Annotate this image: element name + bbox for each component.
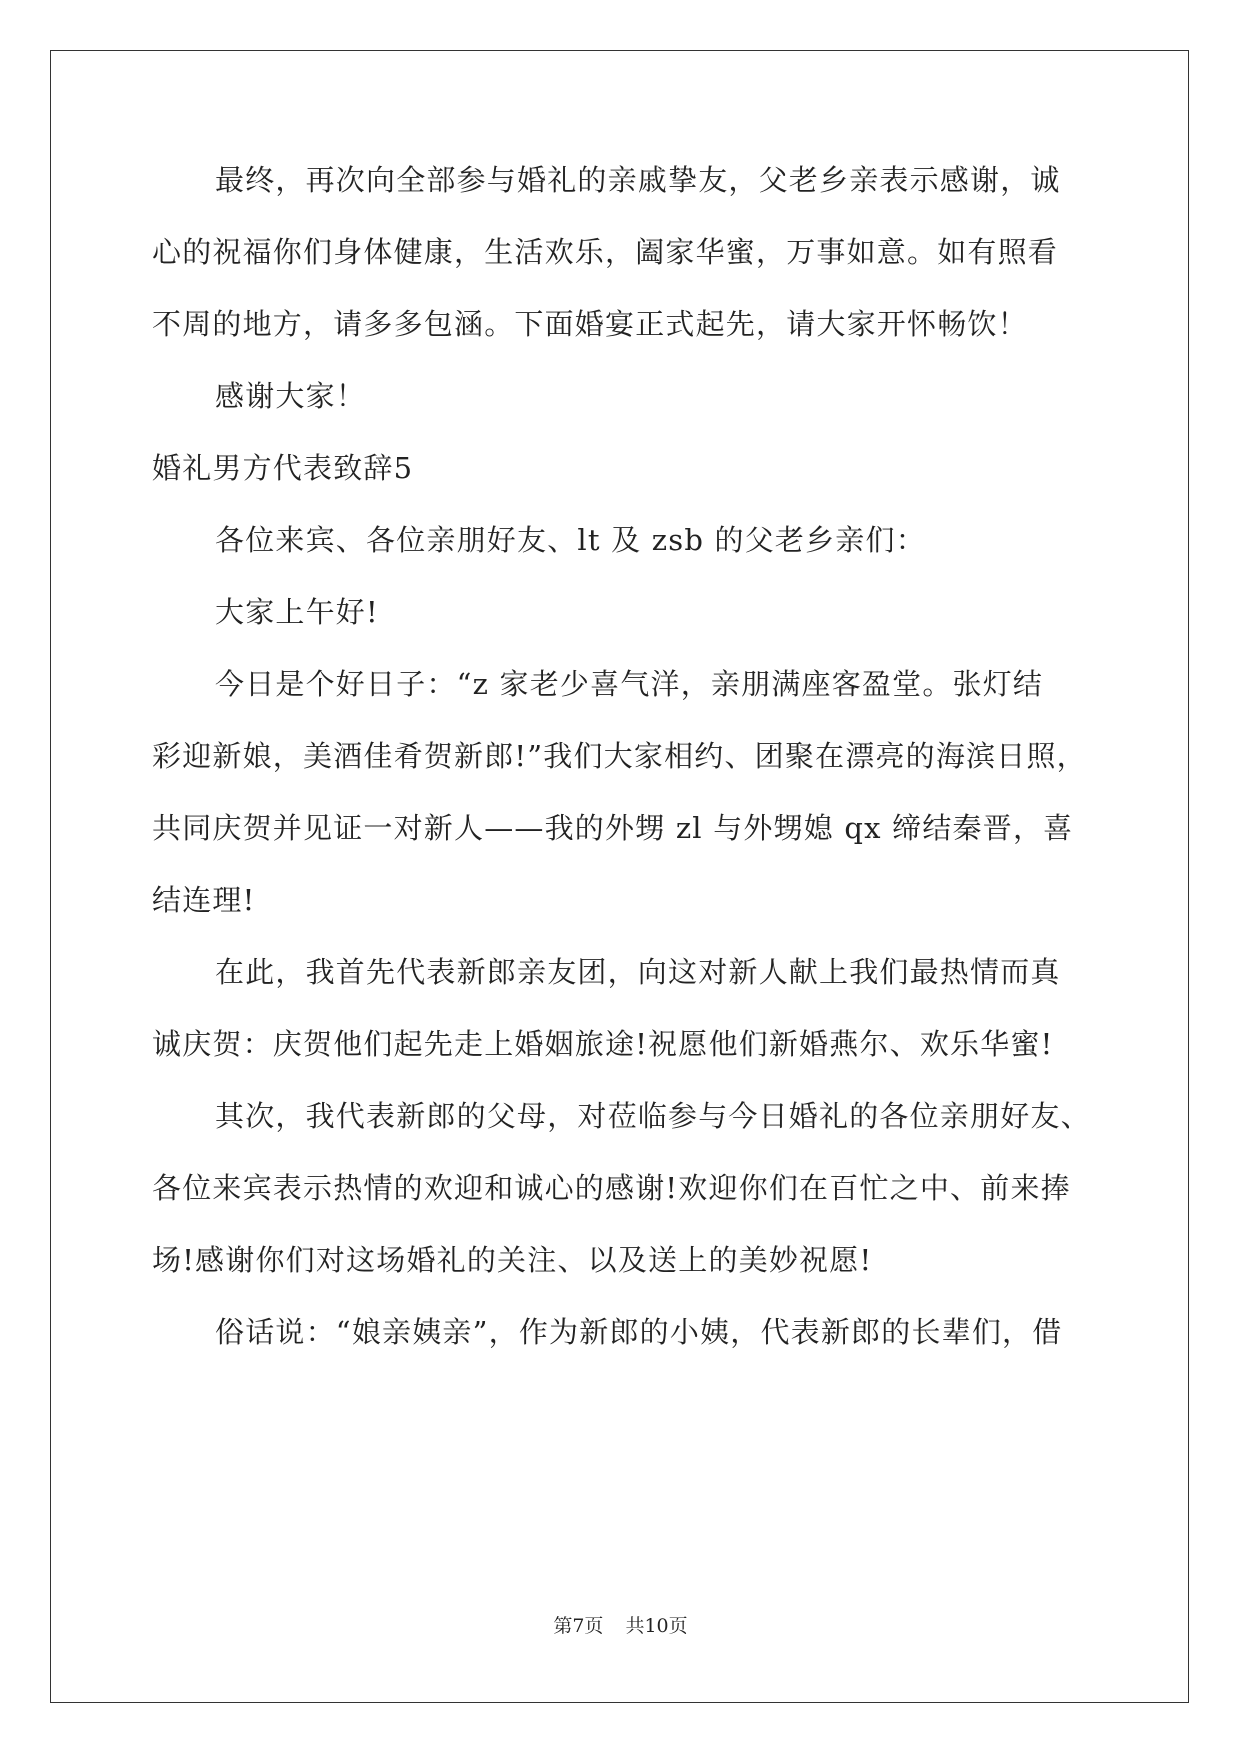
- section-heading: 婚礼男方代表致辞5: [152, 451, 414, 485]
- paragraph-line: 各位来宾、各位亲朋好友、lt 及 zsb 的父老乡亲们：: [215, 523, 926, 557]
- paragraph-line: 诚庆贺：庆贺他们起先走上婚姻旅途!祝愿他们新婚燕尔、欢乐华蜜!: [152, 1027, 1054, 1061]
- page-number: 第7页: [553, 1615, 604, 1637]
- page-footer: [0, 1614, 1241, 1638]
- paragraph-line: 各位来宾表示热情的欢迎和诚心的感谢!欢迎你们在百忙之中、前来捧: [152, 1171, 1071, 1205]
- paragraph-line: 心的祝福你们身体健康，生活欢乐，阖家华蜜，万事如意。如有照看: [152, 235, 1059, 269]
- paragraph-line: 大家上午好!: [215, 595, 379, 629]
- paragraph-line: 最终，再次向全部参与婚礼的亲戚挚友，父老乡亲表示感谢，诚: [215, 163, 1061, 197]
- page-total: 共10页: [625, 1615, 688, 1637]
- paragraph-line: 彩迎新娘，美酒佳肴贺新郎!”我们大家相约、团聚在漂亮的海滨日照，: [152, 739, 1087, 773]
- page-border: [50, 50, 1189, 1703]
- paragraph-line: 今日是个好日子：“z 家老少喜气洋，亲朋满座客盈堂。张灯结: [215, 667, 1044, 701]
- paragraph-line: 俗话说：“娘亲姨亲”，作为新郎的小姨，代表新郎的长辈们，借: [215, 1315, 1063, 1349]
- paragraph-line: 不周的地方，请多多包涵。下面婚宴正式起先，请大家开怀畅饮！: [152, 307, 1028, 341]
- paragraph-line: 感谢大家！: [215, 379, 367, 413]
- paragraph-line: 在此，我首先代表新郎亲友团，向这对新人献上我们最热情而真: [215, 955, 1061, 989]
- paragraph-line: 场!感谢你们对这场婚礼的关注、以及送上的美妙祝愿!: [152, 1243, 873, 1277]
- paragraph-line: 共同庆贺并见证一对新人——我的外甥 zl 与外甥媳 qx 缔结秦晋，喜: [152, 811, 1074, 845]
- paragraph-line: 其次，我代表新郎的父母，对莅临参与今日婚礼的各位亲朋好友、: [215, 1099, 1091, 1133]
- paragraph-line: 结连理!: [152, 883, 256, 917]
